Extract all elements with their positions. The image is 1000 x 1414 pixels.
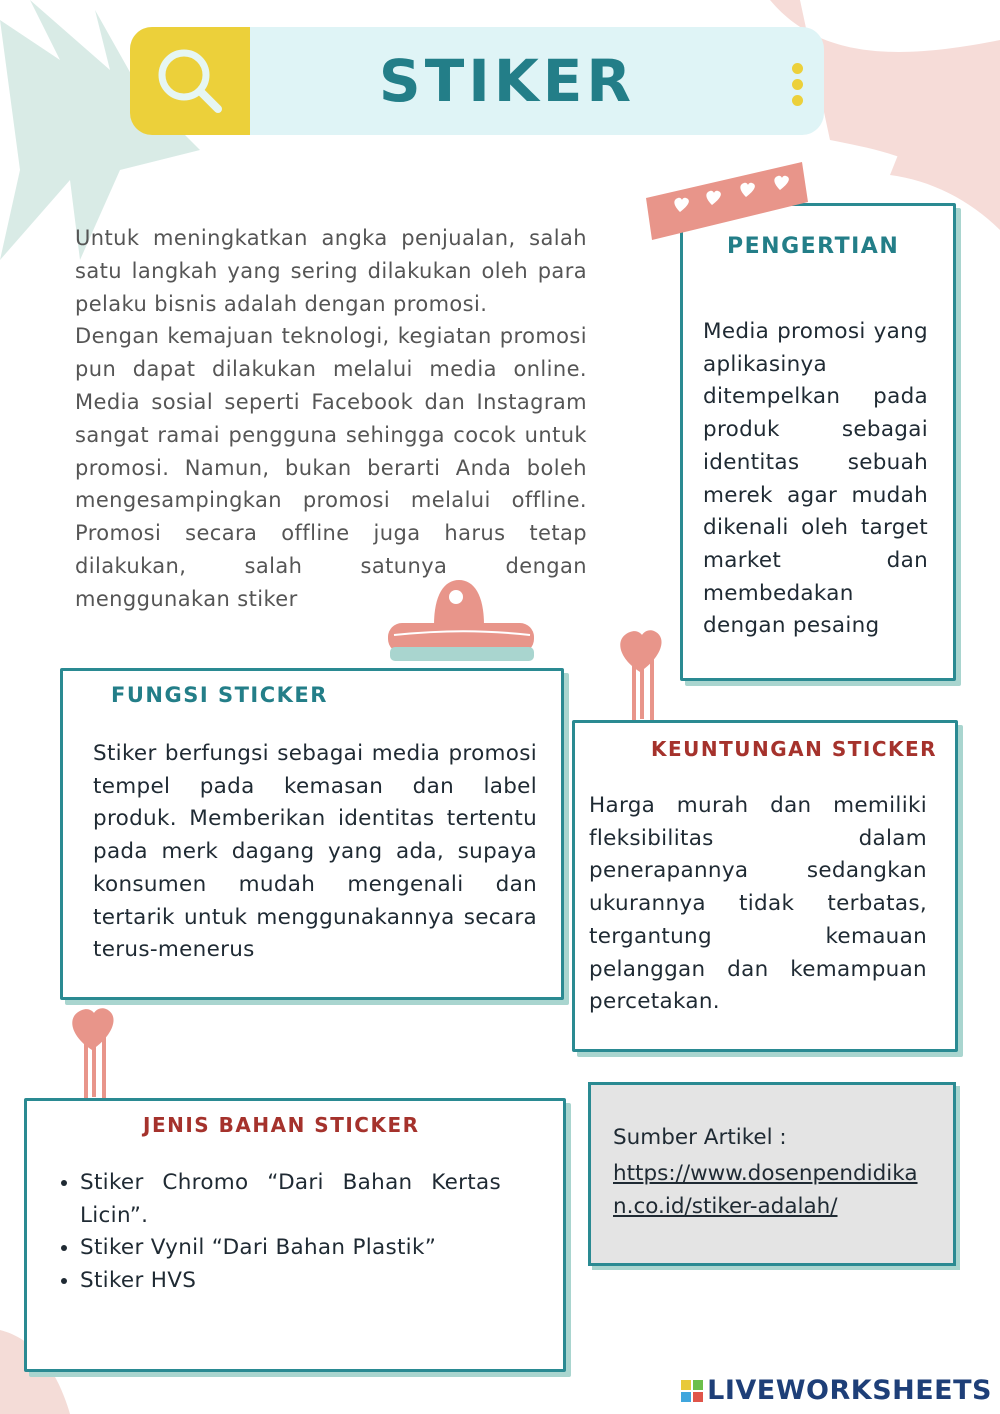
jenis-title: JENIS BAHAN STICKER [143, 1113, 420, 1137]
jenis-list [53, 1167, 501, 1298]
pengertian-card [680, 203, 956, 681]
pengertian-body: Media promosi yang aplikasinya ditempelkan pada produk sebagai identitas sebuah merek agar mudah dikenali oleh target market dan membedakan dengan pesaing [703, 319, 928, 639]
washi-tape-decoration [642, 160, 812, 240]
page-title: STIKER [378, 47, 636, 115]
sumber-link[interactable]: https://www.dosenpendidikan.co.id/stiker-adalah/ [613, 1161, 918, 1219]
keuntungan-body: Harga murah dan memiliki fleksibilitas dalam penerapannya sedangkan ukurannya tidak terbatas, tergantung kemauan pelanggan dan kemampuan percetakan. [589, 793, 927, 1015]
keuntungan-card [572, 720, 958, 1052]
keuntungan-title: KEUNTUNGAN STICKER [651, 737, 938, 761]
sumber-label: Sumber Artikel : [613, 1125, 787, 1150]
pengertian-title: PENGERTIAN [727, 234, 900, 259]
fungsi-body: Stiker berfungsi sebagai media promosi tempel pada kemasan dan label produk. Memberikan identitas tertentu pada merk dagang yang ada, supaya konsumen mudah mengenali dan tertarik untuk menggunakannya secara terus-menerus [93, 741, 537, 963]
search-button[interactable] [130, 27, 250, 135]
intro-paragraph-1: Untuk meningkatkan angka penjualan, salah satu langkah yang sering dilakukan oleh para pelaku bisnis adalah dengan promosi. [75, 226, 587, 316]
fungsi-title: FUNGSI STICKER [111, 683, 328, 707]
list-item: • Stiker HVS [80, 1265, 501, 1298]
sumber-card [588, 1082, 956, 1266]
fungsi-card [60, 668, 564, 1000]
intro-text [75, 222, 587, 616]
liveworksheets-logo [681, 1375, 992, 1406]
jenis-card [24, 1098, 566, 1372]
list-item: • Stiker Chromo “Dari Bahan Kertas Licin”. [80, 1167, 501, 1232]
intro-paragraph-2: Dengan kemajuan teknologi, kegiatan promosi pun dapat dilakukan melalui media online. Media sosial seperti Facebook dan Instagram sangat ramai pengguna sehingga cocok untuk promosi. Namun, bukan berarti Anda boleh mengesampingkan promosi melalui offline. Promosi secara offline juga harus tetap dilakukan, salah satunya dengan menggunakan stiker [75, 324, 587, 611]
header-bar [130, 27, 824, 135]
search-icon [130, 27, 250, 135]
brand-name: LIVEWORKSHEETS [707, 1375, 992, 1406]
list-item: • Stiker Vynil “Dari Bahan Plastik” [80, 1232, 501, 1265]
logo-icon [681, 1380, 703, 1402]
binder-clip-icon [384, 575, 534, 665]
more-options-icon[interactable] [792, 63, 806, 111]
